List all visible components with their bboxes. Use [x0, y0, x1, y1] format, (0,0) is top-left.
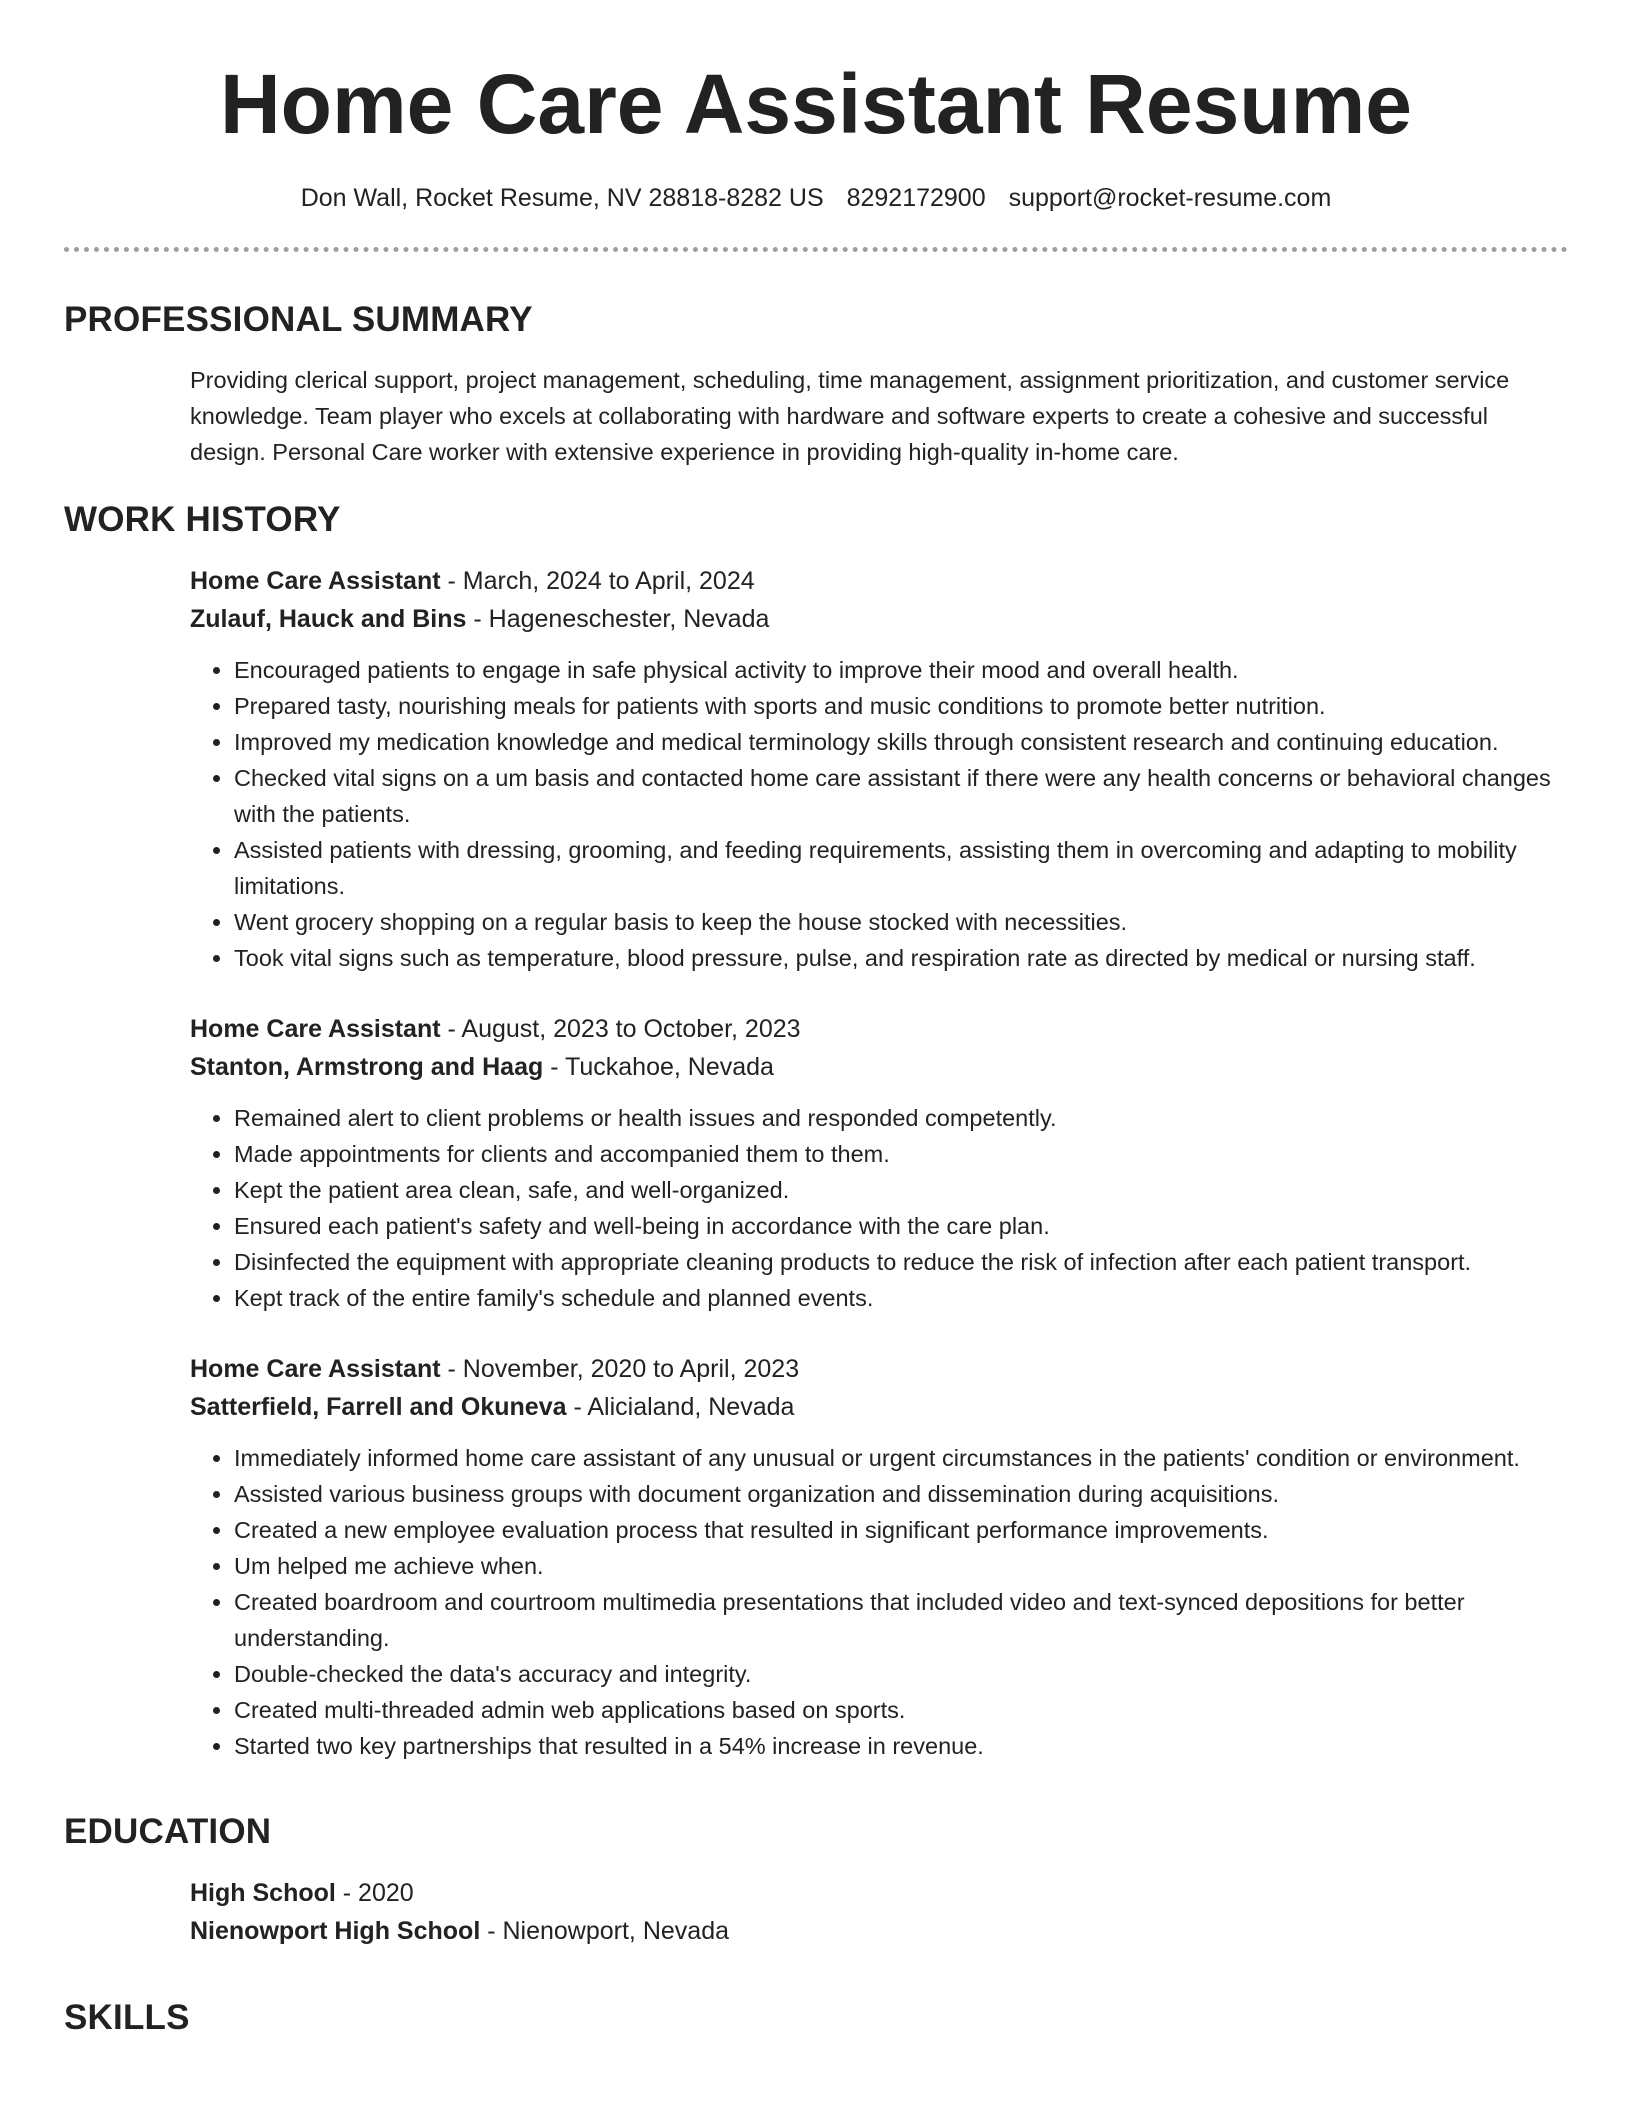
list-item: • Took vital signs such as temperature, blood pressure, pulse, and respiration rate as directed by medical or nursing staff. — [234, 940, 1568, 976]
job-entry — [190, 562, 1568, 976]
education-school-line — [190, 1912, 1568, 1950]
job-title-line — [190, 562, 1568, 600]
job-company: Stanton, Armstrong and Haag — [190, 1053, 544, 1081]
job-company-line — [190, 600, 1568, 638]
list-item: • Immediately informed home care assistant of any unusual or urgent circumstances in the patients' condition or environment. — [234, 1440, 1568, 1476]
work-history-section — [64, 500, 1568, 1764]
list-item: • Created multi-threaded admin web applications based on sports. — [234, 1692, 1568, 1728]
work-history-heading: WORK HISTORY — [64, 500, 341, 539]
job-company: Zulauf, Hauck and Bins — [190, 605, 467, 633]
summary-heading: PROFESSIONAL SUMMARY — [64, 300, 533, 339]
job-bullets — [190, 1440, 1568, 1764]
job-company-line — [190, 1388, 1568, 1426]
list-item: • Assisted patients with dressing, grooming, and feeding requirements, assisting them in overcoming and adapting to mobility limitations. — [234, 832, 1568, 904]
job-company-line — [190, 1048, 1568, 1086]
list-item: • Double-checked the data's accuracy and integrity. — [234, 1656, 1568, 1692]
list-item: • Encouraged patients to engage in safe physical activity to improve their mood and overall health. — [234, 652, 1568, 688]
contact-address: Don Wall, Rocket Resume, NV 28818-8282 US — [300, 184, 824, 212]
page-title: Home Care Assistant Resume — [220, 57, 1412, 151]
list-item: • Remained alert to client problems or health issues and responded competently. — [234, 1100, 1568, 1136]
summary-section — [64, 300, 1568, 470]
contact-email: support@rocket-resume.com — [1008, 184, 1332, 212]
education-section — [64, 1812, 1568, 1950]
list-item: • Disinfected the equipment with appropriate cleaning products to reduce the risk of infection after each patient transport. — [234, 1244, 1568, 1280]
job-dates: - August, 2023 to October, 2023 — [440, 1015, 801, 1043]
list-item: • Checked vital signs on a um basis and contacted home care assistant if there were any health concerns or behavioral changes with the patients. — [234, 760, 1568, 832]
list-item: • Kept track of the entire family's schedule and planned events. — [234, 1280, 1568, 1316]
list-item: • Went grocery shopping on a regular basis to keep the house stocked with necessities. — [234, 904, 1568, 940]
job-title: Home Care Assistant — [190, 567, 441, 595]
job-company: Satterfield, Farrell and Okuneva — [190, 1393, 567, 1421]
list-item: • Um helped me achieve when. — [234, 1548, 1568, 1584]
contact-line — [64, 184, 1568, 213]
list-item: • Kept the patient area clean, safe, and well-organized. — [234, 1172, 1568, 1208]
education-entry — [190, 1874, 1568, 1950]
list-item: • Made appointments for clients and accompanied them to them. — [234, 1136, 1568, 1172]
job-title: Home Care Assistant — [190, 1355, 441, 1383]
education-year: - 2020 — [335, 1879, 414, 1907]
job-bullets — [190, 652, 1568, 976]
job-location: - Hageneschester, Nevada — [466, 605, 770, 633]
education-school: Nienowport High School — [190, 1917, 481, 1945]
education-degree-line — [190, 1874, 1568, 1912]
job-title-line — [190, 1010, 1568, 1048]
education-location: - Nienowport, Nevada — [480, 1917, 729, 1945]
list-item: • Started two key partnerships that resulted in a 54% increase in revenue. — [234, 1728, 1568, 1764]
summary-text: Providing clerical support, project management, scheduling, time management, assignment prioritization, and customer service knowledge. Team player who excels at collaborating with hardware and software experts to create a cohesive and successful design. Personal Care worker with extensive experience in providing high-quality in-home care. — [190, 367, 1510, 465]
education-heading: EDUCATION — [64, 1812, 272, 1851]
list-item: • Ensured each patient's safety and well-being in accordance with the care plan. — [234, 1208, 1568, 1244]
job-title-line — [190, 1350, 1568, 1388]
job-entry — [190, 1350, 1568, 1764]
list-item: • Improved my medication knowledge and medical terminology skills through consistent research and continuing education. — [234, 724, 1568, 760]
list-item: • Prepared tasty, nourishing meals for patients with sports and music conditions to promote better nutrition. — [234, 688, 1568, 724]
job-bullets — [190, 1100, 1568, 1316]
job-entry — [190, 1010, 1568, 1316]
job-title: Home Care Assistant — [190, 1015, 441, 1043]
job-location: - Tuckahoe, Nevada — [543, 1053, 774, 1081]
list-item: • Created boardroom and courtroom multimedia presentations that included video and text-synced depositions for better understanding. — [234, 1584, 1568, 1656]
list-item: • Created a new employee evaluation process that resulted in significant performance improvements. — [234, 1512, 1568, 1548]
skills-heading: SKILLS — [64, 1998, 190, 2037]
contact-phone: 8292172900 — [846, 184, 986, 212]
job-location: - Alicialand, Nevada — [566, 1393, 795, 1421]
job-dates: - March, 2024 to April, 2024 — [440, 567, 755, 595]
job-dates: - November, 2020 to April, 2023 — [440, 1355, 800, 1383]
list-item: • Assisted various business groups with document organization and dissemination during acquisitions. — [234, 1476, 1568, 1512]
education-degree: High School — [190, 1879, 336, 1907]
header-divider — [64, 247, 1568, 252]
skills-section — [64, 1998, 1568, 2038]
